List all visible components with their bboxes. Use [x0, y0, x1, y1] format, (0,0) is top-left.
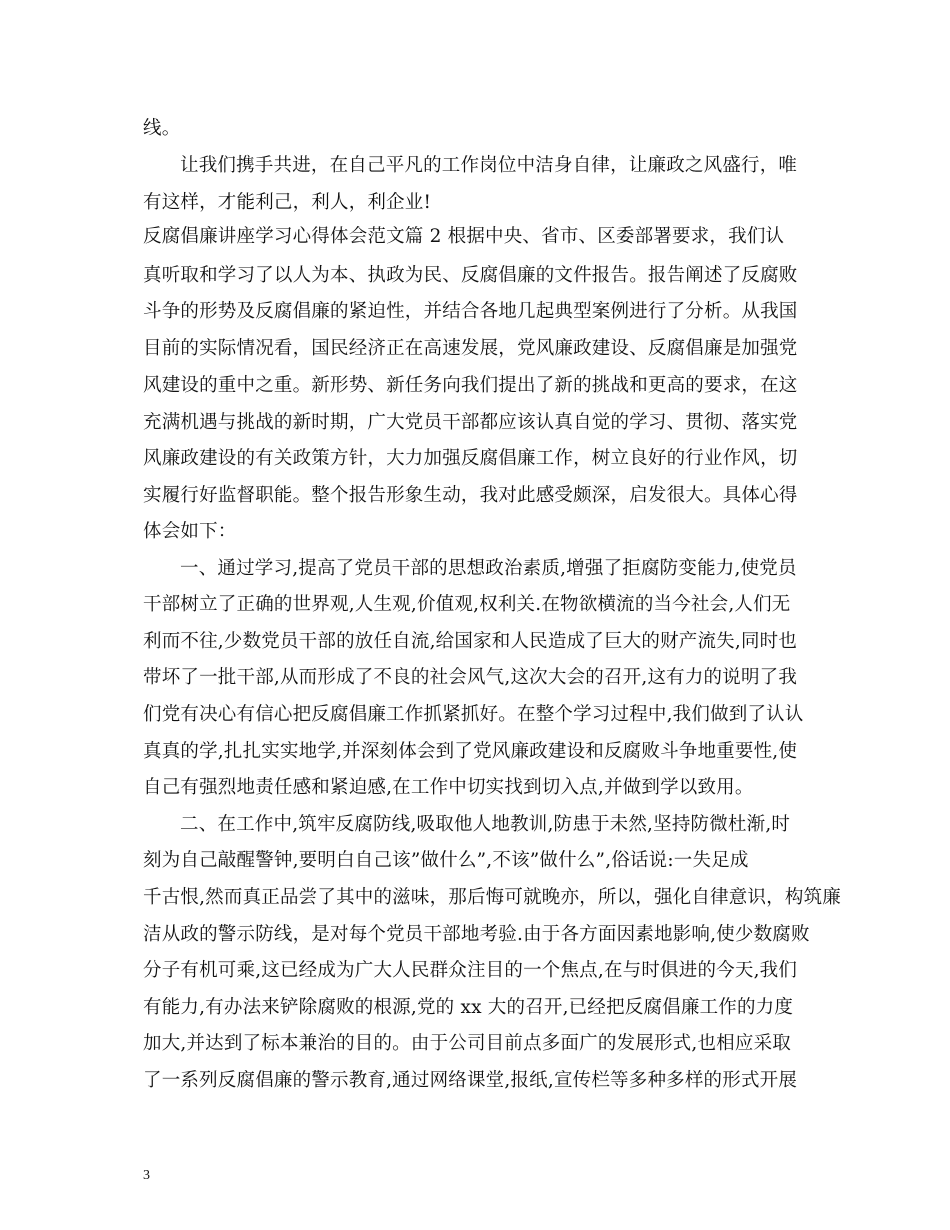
text-line: 斗争的形势及反腐倡廉的紧迫性，并结合各地几起典型案例进行了分析。从我国: [143, 301, 798, 322]
text-line: 了一系列反腐倡廉的警示教育,通过网络课堂,报纸,宣传栏等多种多样的形式开展: [143, 1070, 798, 1091]
text-line: 有这样，才能利己，利人，利企业!: [143, 192, 432, 213]
text-line: 风廉政建设的有关政策方针，大力加强反腐倡廉工作，树立良好的行业作风，切: [143, 448, 798, 469]
text-line: 目前的实际情况看，国民经济正在高速发展，党风廉政建设、反腐倡廉是加强党: [143, 338, 798, 359]
text-line: 真听取和学习了以人为本、执政为民、反腐倡廉的文件报告。报告阐述了反腐败: [143, 265, 798, 286]
text-line: 们党有决心有信心把反腐倡廉工作抓紧抓好。在整个学习过程中,我们做到了认认: [143, 704, 804, 725]
text-line: 充满机遇与挑战的新时期，广大党员干部都应该认真自觉的学习、贯彻、落实党: [143, 412, 798, 433]
text-line: 分子有机可乘,这已经成为广大人民群众注目的一个焦点,在与时俱进的今天,我们: [143, 960, 798, 981]
text-line: 体会如下：: [143, 521, 237, 542]
text-line: 让我们携手共进，在自己平凡的工作岗位中洁身自律，让廉政之风盛行，唯: [180, 155, 798, 176]
text-line: 利而不往,少数党员干部的放任自流,给国家和人民造成了巨大的财产流失,同时也: [143, 631, 798, 652]
text-line: 加大,并达到了标本兼治的目的。由于公司目前点多面广的发展形式,也相应采取: [143, 1033, 791, 1054]
text-line: 风建设的重中之重。新形势、新任务向我们提出了新的挑战和更高的要求，在这: [143, 375, 798, 396]
text-line: 洁从政的警示防线，是对每个党员干部地考验.由于各方面因素地影响,使少数腐败: [143, 924, 810, 945]
text-line: 线。: [143, 118, 181, 139]
text-line: 干部树立了正确的世界观,人生观,价值观,权利关.在物欲横流的当今社会,人们无: [143, 594, 791, 615]
text-line: 自己有强烈地责任感和紧迫感,在工作中切实找到切入点,并做到学以致用。: [143, 777, 754, 798]
text-line: 有能力,有办法来铲除腐败的根源,党的 xx 大的召开,已经把反腐倡廉工作的力度: [143, 997, 794, 1018]
text-line: 刻为自己敲醒警钟,要明白自己该”做什么”,不该”做什么”,俗话说:一失足成: [143, 850, 749, 871]
text-line: 二、在工作中,筑牢反腐防线,吸取他人地教训,防患于未然,坚持防微杜渐,时: [180, 814, 791, 835]
text-line: 真真的学,扎扎实实地学,并深刻体会到了党风廉政建设和反腐败斗争地重要性,使: [143, 741, 798, 762]
text-line: 一、通过学习,提高了党员干部的思想政治素质,增强了拒腐防变能力,使党员: [180, 558, 797, 579]
page-number: 3: [143, 1168, 150, 1183]
section-heading-line: 反腐倡廉讲座学习心得体会范文篇 2 根据中央、省市、区委部署要求，我们认: [143, 226, 785, 247]
text-line: 千古恨,然而真正品尝了其中的滋味，那后悔可就晚亦，所以，强化自律意识，构筑廉: [143, 887, 841, 908]
text-line: 实履行好监督职能。整个报告形象生动，我对此感受颇深，启发很大。具体心得: [143, 485, 798, 506]
text-line: 带坏了一批干部,从而形成了不良的社会风气,这次大会的召开,这有力的说明了我: [143, 667, 798, 688]
